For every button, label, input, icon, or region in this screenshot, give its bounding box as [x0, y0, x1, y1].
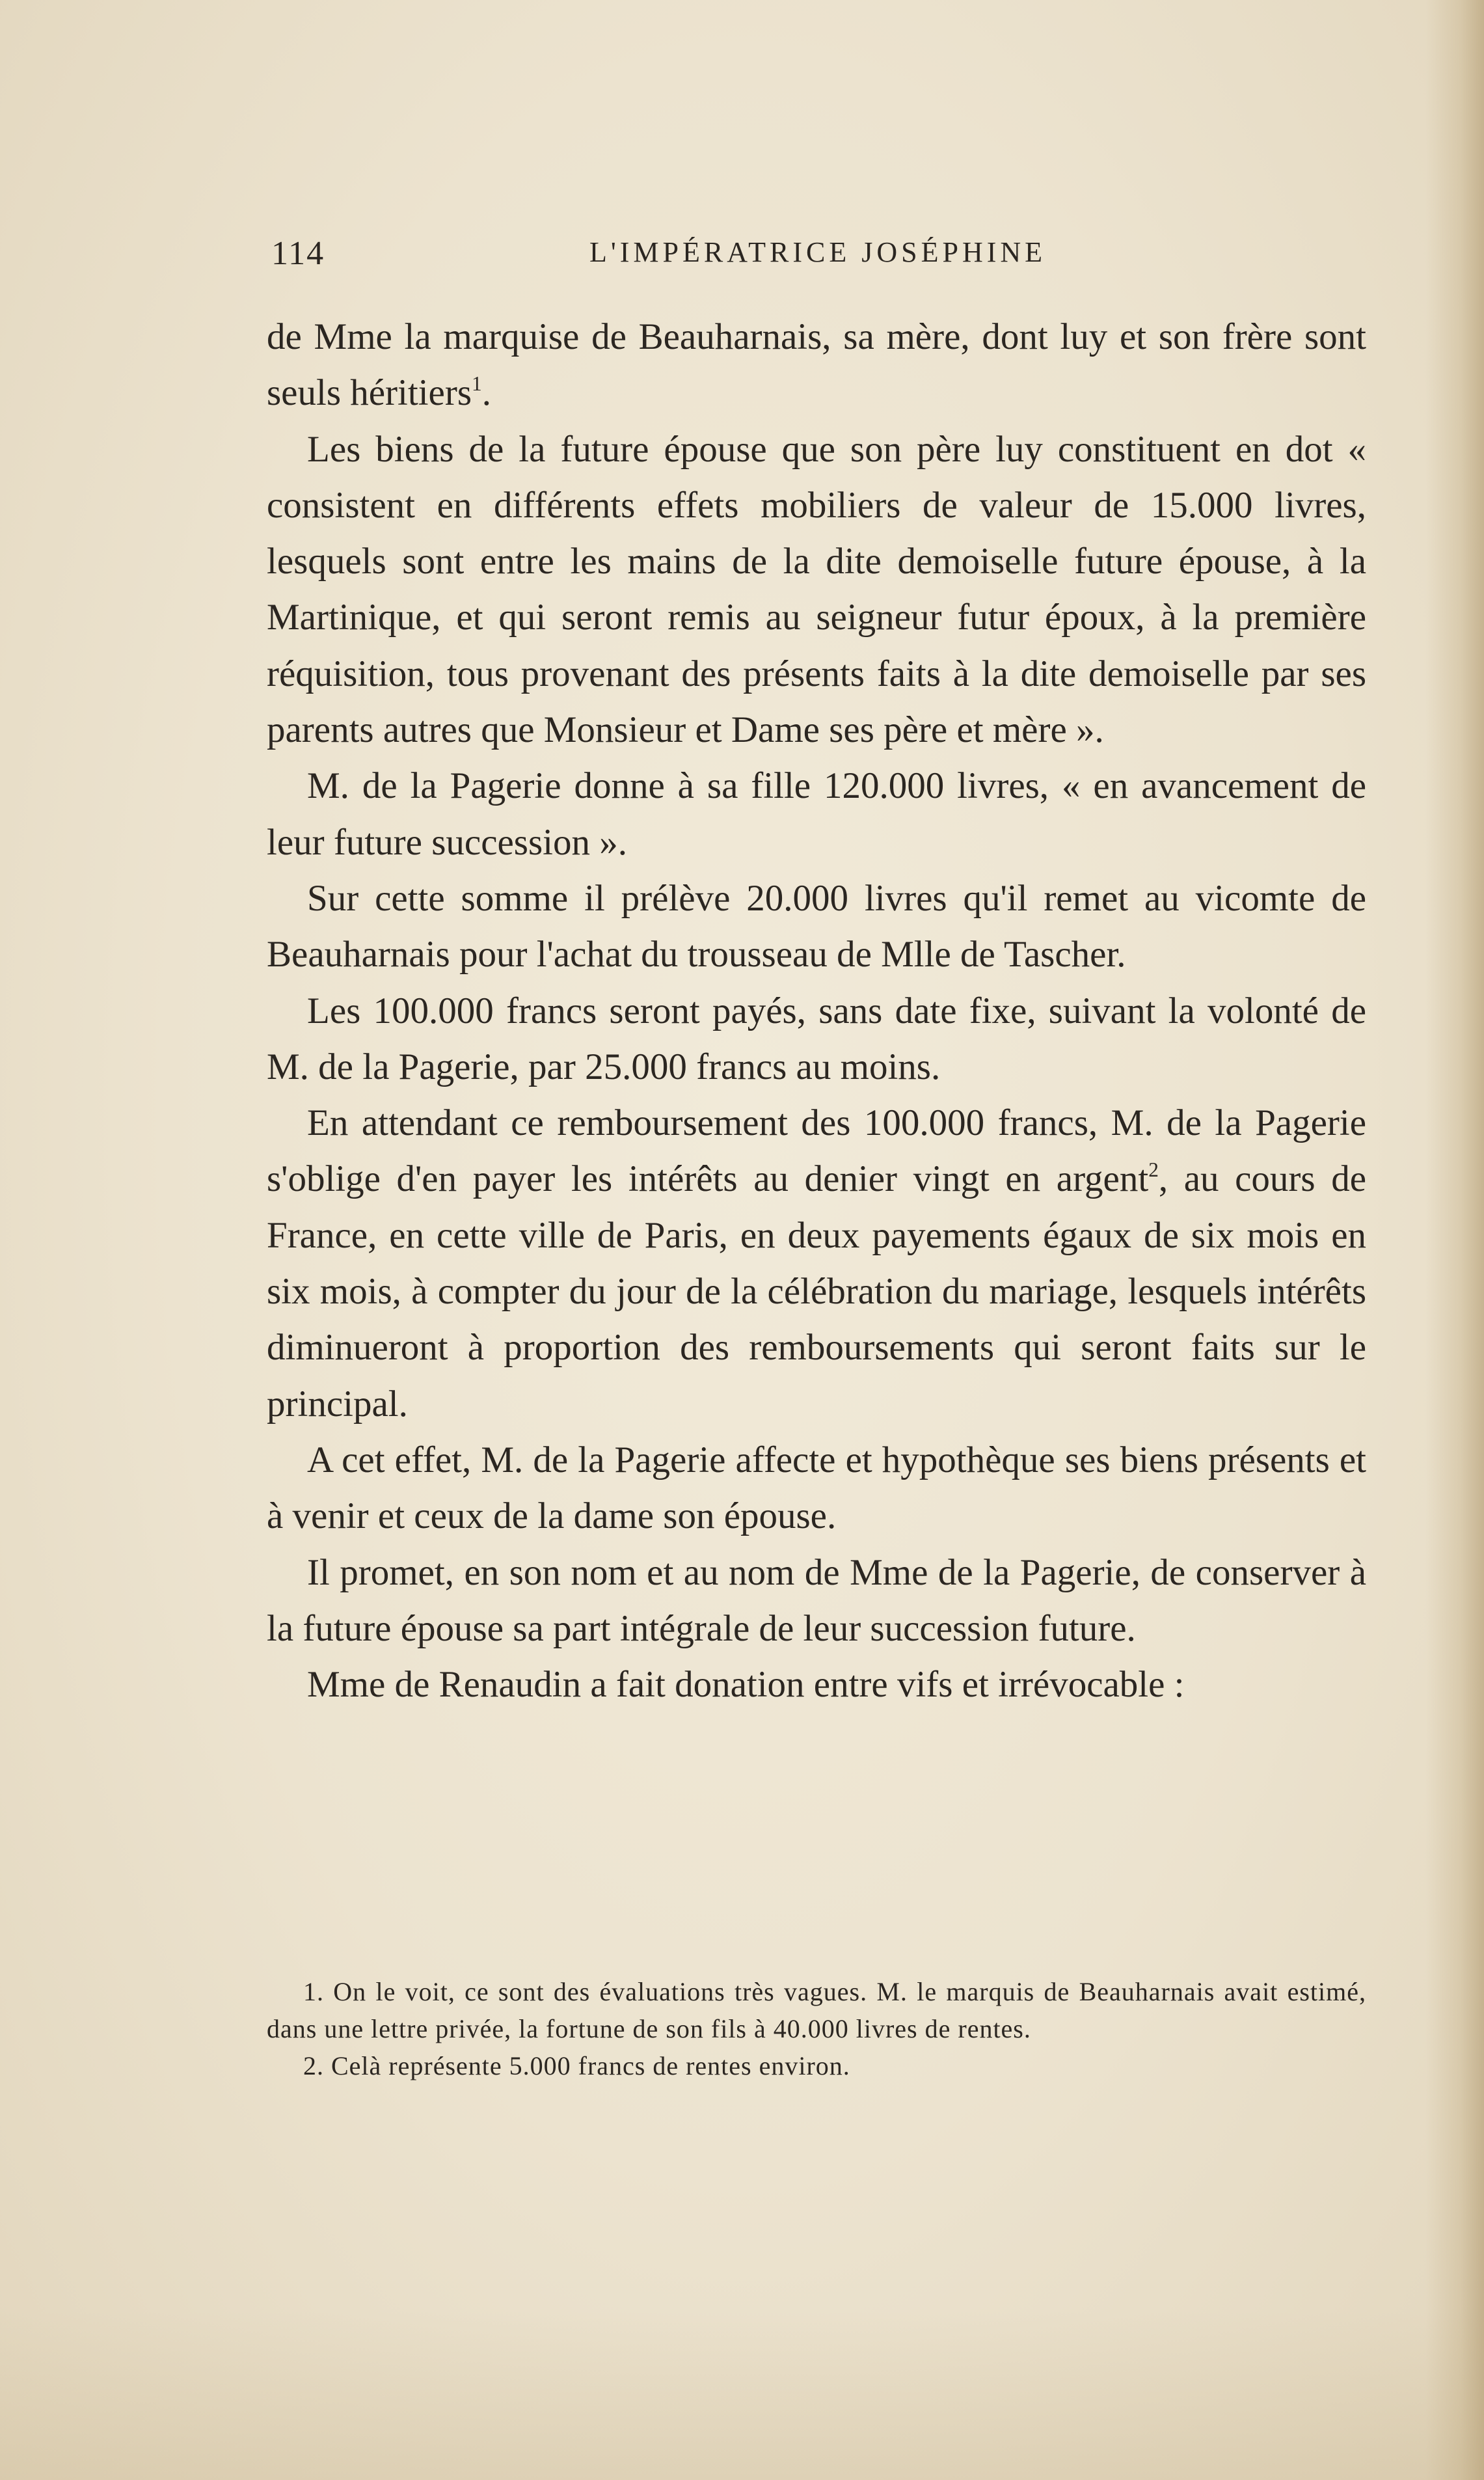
body-text — [267, 309, 1366, 1713]
paragraph-1-end: . — [481, 372, 491, 414]
footnote-ref-1: 1 — [472, 372, 482, 396]
footnotes — [267, 1973, 1366, 2084]
paragraph-3: M. de la Pagerie donne à sa fille 120.000 livres, « en avancement de leur future succession ». — [267, 765, 1366, 863]
paragraph-6 — [267, 1095, 1366, 1432]
paragraph-6-text-b: , au cours de France, en cette ville de Paris, en deux payements égaux de six mois en six mois, à compter du jour de la célébration du mariage, lesquels intérêts diminueront à proportion des remboursements qui seront faits sur le principal. — [267, 1158, 1366, 1424]
paragraph-9: Mme de Renaudin a fait donation entre vifs et irrévocable : — [307, 1664, 1185, 1706]
paragraph-1-text: de Mme la marquise de Beauharnais, sa mère, dont luy et son frère sont seuls héritiers — [267, 316, 1366, 414]
paragraph-8: Il promet, en son nom et au nom de Mme de la Pagerie, de conserver à la future épouse sa part intégrale de leur succession future. — [267, 1551, 1366, 1649]
page-edge-shadow-bottom — [0, 2311, 1484, 2480]
page-edge-shadow-right — [1425, 0, 1484, 2480]
footnote-ref-2: 2 — [1148, 1158, 1159, 1182]
paragraph-4: Sur cette somme il prélève 20.000 livres qu'il remet au vicomte de Beauharnais pour l'achat du trousseau de Mlle de Tascher. — [267, 877, 1366, 975]
paragraph-1 — [267, 309, 1366, 422]
running-title: L'IMPÉRATRICE JOSÉPHINE — [589, 236, 1047, 268]
paragraph-6-text-a: En attendant ce remboursement des 100.000 francs, M. de la Pagerie s'oblige d'en payer les intérêts au denier vingt en argent — [267, 1102, 1366, 1200]
paragraph-7: A cet effet, M. de la Pagerie affecte et hypothèque ses biens présents et à venir et ceux de la dame son épouse. — [267, 1439, 1366, 1537]
footnote-2: 2. Celà représente 5.000 francs de rentes environ. — [303, 2051, 850, 2080]
footnote-1: 1. On le voit, ce sont des évaluations très vagues. M. le marquis de Beauharnais avait estimé, dans une lettre privée, la fortune de son fils à 40.000 livres de rentes. — [267, 1977, 1366, 2043]
paragraph-2: Les biens de la future épouse que son père luy constituent en dot « consistent en différents effets mobiliers de valeur de 15.000 livres, lesquels sont entre les mains de la dite demoiselle future épouse, à la Martinique, et qui seront remis au seigneur futur époux, à la première réquisition, tous provenant des présents faits à la dite demoiselle par ses parents autres que Monsieur et Dame ses père et mère ». — [267, 428, 1366, 751]
paragraph-5: Les 100.000 francs seront payés, sans date fixe, suivant la volonté de M. de la Pagerie, par 25.000 francs au moins. — [267, 990, 1366, 1087]
running-header — [271, 234, 1364, 286]
page-number: 114 — [271, 235, 325, 272]
